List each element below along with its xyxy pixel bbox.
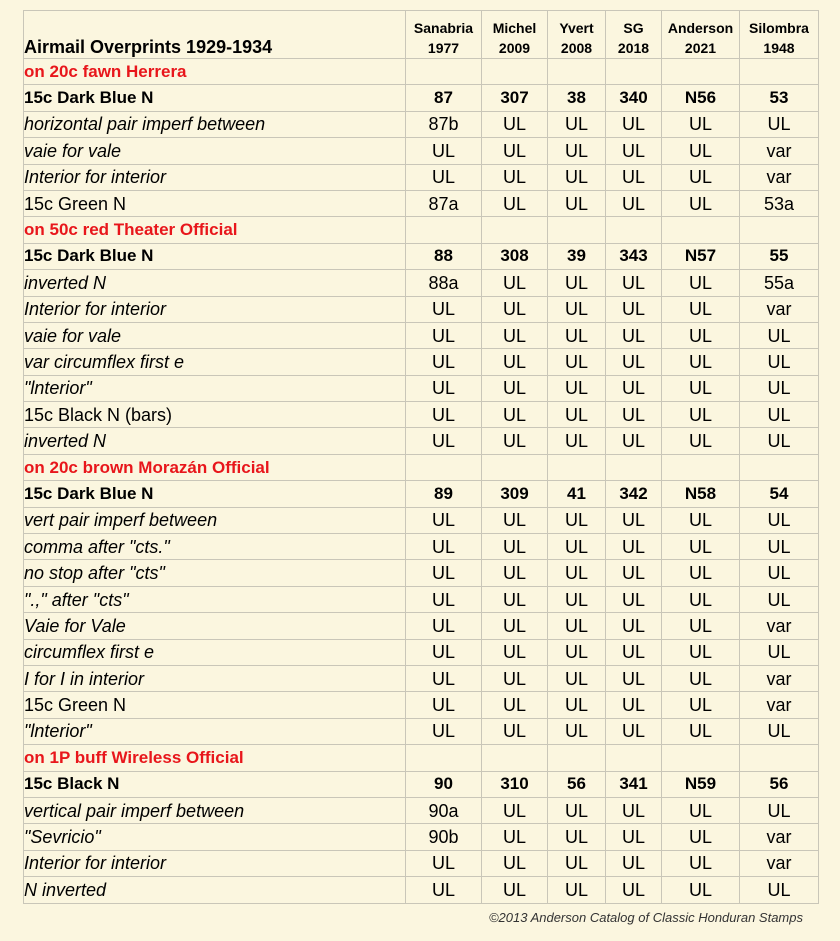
- catalog-number-cell: UL: [662, 797, 740, 823]
- section-label: on 1P buff Wireless Official: [24, 745, 406, 771]
- row-label: N inverted: [24, 877, 406, 903]
- row-label: 15c Black N (bars): [24, 402, 406, 428]
- table-row: [24, 428, 819, 454]
- catalog-number-cell: UL: [406, 402, 482, 428]
- catalog-number-cell: UL: [548, 850, 606, 876]
- table-row: [24, 190, 819, 216]
- catalog-number-cell: UL: [662, 296, 740, 322]
- catalog-number-cell: [662, 745, 740, 771]
- catalog-number-cell: 310: [482, 771, 548, 797]
- catalog-number-cell: var: [740, 613, 819, 639]
- catalog-number-cell: 342: [606, 481, 662, 507]
- catalog-number-cell: UL: [548, 138, 606, 164]
- catalog-number-cell: 88a: [406, 270, 482, 296]
- catalog-number-cell: UL: [548, 164, 606, 190]
- catalog-number-cell: UL: [482, 164, 548, 190]
- catalog-number-cell: [482, 217, 548, 243]
- table-row: [24, 85, 819, 111]
- catalog-number-cell: UL: [482, 270, 548, 296]
- row-label: 15c Green N: [24, 190, 406, 216]
- catalog-number-cell: UL: [606, 111, 662, 137]
- catalog-number-cell: UL: [482, 138, 548, 164]
- catalog-number-cell: UL: [606, 402, 662, 428]
- table-row: [24, 771, 819, 797]
- table-row: [24, 824, 819, 850]
- catalog-number-cell: UL: [548, 296, 606, 322]
- header-row: [24, 11, 819, 59]
- catalog-number-cell: [482, 454, 548, 480]
- catalog-number-cell: UL: [406, 164, 482, 190]
- catalog-number-cell: 55: [740, 243, 819, 269]
- catalog-number-cell: UL: [662, 270, 740, 296]
- table-row: [24, 586, 819, 612]
- catalog-number-cell: UL: [548, 824, 606, 850]
- catalog-table: [23, 10, 819, 904]
- catalog-number-cell: UL: [482, 375, 548, 401]
- row-label: Interior for interior: [24, 850, 406, 876]
- catalog-number-cell: UL: [662, 824, 740, 850]
- catalog-number-cell: UL: [740, 718, 819, 744]
- catalog-number-cell: 56: [548, 771, 606, 797]
- catalog-number-cell: UL: [606, 560, 662, 586]
- catalog-number-cell: UL: [662, 586, 740, 612]
- catalog-number-cell: [548, 454, 606, 480]
- catalog-number-cell: UL: [606, 639, 662, 665]
- table-row: [24, 507, 819, 533]
- copyright-notice: ©2013 Anderson Catalog of Classic Honduran Stamps: [488, 910, 803, 925]
- catalog-number-cell: UL: [406, 718, 482, 744]
- section-label: on 50c red Theater Official: [24, 217, 406, 243]
- catalog-number-cell: UL: [548, 507, 606, 533]
- catalog-number-cell: UL: [662, 402, 740, 428]
- section-row: [24, 454, 819, 480]
- catalog-number-cell: 89: [406, 481, 482, 507]
- column-year: 2008: [560, 40, 593, 56]
- catalog-number-cell: UL: [548, 692, 606, 718]
- catalog-number-cell: UL: [606, 507, 662, 533]
- catalog-number-cell: UL: [482, 877, 548, 903]
- catalog-number-cell: UL: [740, 534, 819, 560]
- catalog-number-cell: UL: [406, 507, 482, 533]
- catalog-number-cell: [740, 454, 819, 480]
- catalog-number-cell: UL: [482, 797, 548, 823]
- catalog-number-cell: UL: [606, 665, 662, 691]
- catalog-number-cell: UL: [406, 138, 482, 164]
- catalog-number-cell: var: [740, 164, 819, 190]
- catalog-number-cell: UL: [548, 375, 606, 401]
- catalog-number-cell: UL: [548, 586, 606, 612]
- row-label: "Sevricio": [24, 824, 406, 850]
- catalog-number-cell: UL: [662, 718, 740, 744]
- catalog-number-cell: UL: [482, 824, 548, 850]
- table-row: [24, 639, 819, 665]
- catalog-number-cell: UL: [606, 322, 662, 348]
- catalog-number-cell: 90b: [406, 824, 482, 850]
- catalog-number-cell: var: [740, 692, 819, 718]
- catalog-number-cell: UL: [548, 190, 606, 216]
- catalog-number-cell: UL: [606, 270, 662, 296]
- catalog-number-cell: 308: [482, 243, 548, 269]
- catalog-number-cell: 340: [606, 85, 662, 111]
- table-row: [24, 164, 819, 190]
- catalog-number-cell: 38: [548, 85, 606, 111]
- catalog-number-cell: UL: [482, 639, 548, 665]
- table-row: [24, 111, 819, 137]
- catalog-number-cell: UL: [548, 639, 606, 665]
- catalog-number-cell: 87: [406, 85, 482, 111]
- catalog-number-cell: [406, 59, 482, 85]
- table-row: [24, 692, 819, 718]
- catalog-number-cell: UL: [406, 877, 482, 903]
- catalog-number-cell: [482, 745, 548, 771]
- catalog-number-cell: 53: [740, 85, 819, 111]
- catalog-number-cell: UL: [740, 428, 819, 454]
- catalog-number-cell: UL: [406, 613, 482, 639]
- table-row: [24, 797, 819, 823]
- catalog-number-cell: [740, 59, 819, 85]
- catalog-number-cell: UL: [606, 164, 662, 190]
- catalog-number-cell: UL: [740, 507, 819, 533]
- catalog-number-cell: UL: [662, 428, 740, 454]
- row-label: inverted N: [24, 428, 406, 454]
- catalog-number-cell: UL: [740, 586, 819, 612]
- catalog-number-cell: 90: [406, 771, 482, 797]
- catalog-number-cell: N58: [662, 481, 740, 507]
- table-row: [24, 349, 819, 375]
- catalog-number-cell: [606, 454, 662, 480]
- catalog-number-cell: UL: [482, 111, 548, 137]
- catalog-number-cell: UL: [482, 428, 548, 454]
- catalog-number-cell: UL: [548, 349, 606, 375]
- catalog-number-cell: var: [740, 665, 819, 691]
- catalog-number-cell: UL: [548, 613, 606, 639]
- catalog-number-cell: UL: [740, 322, 819, 348]
- catalog-number-cell: 55a: [740, 270, 819, 296]
- column-header-michel: [482, 11, 548, 59]
- catalog-number-cell: 87a: [406, 190, 482, 216]
- catalog-number-cell: UL: [662, 692, 740, 718]
- catalog-number-cell: [662, 217, 740, 243]
- catalog-number-cell: UL: [548, 560, 606, 586]
- column-header-yvert: [548, 11, 606, 59]
- row-label: 15c Black N: [24, 771, 406, 797]
- catalog-number-cell: UL: [482, 322, 548, 348]
- catalog-number-cell: UL: [406, 586, 482, 612]
- column-header-anderson: [662, 11, 740, 59]
- catalog-number-cell: UL: [606, 349, 662, 375]
- catalog-number-cell: UL: [740, 111, 819, 137]
- catalog-number-cell: UL: [606, 428, 662, 454]
- catalog-number-cell: UL: [606, 534, 662, 560]
- catalog-number-cell: UL: [606, 797, 662, 823]
- column-year: 2021: [684, 40, 717, 56]
- row-label: inverted N: [24, 270, 406, 296]
- catalog-number-cell: UL: [482, 613, 548, 639]
- catalog-number-cell: UL: [548, 718, 606, 744]
- catalog-number-cell: UL: [662, 190, 740, 216]
- catalog-number-cell: UL: [482, 296, 548, 322]
- catalog-number-cell: UL: [548, 270, 606, 296]
- column-name: Silombra: [749, 20, 809, 36]
- catalog-number-cell: UL: [606, 613, 662, 639]
- catalog-number-cell: UL: [606, 824, 662, 850]
- catalog-number-cell: UL: [548, 111, 606, 137]
- catalog-number-cell: UL: [606, 586, 662, 612]
- catalog-number-cell: UL: [606, 296, 662, 322]
- catalog-number-cell: UL: [662, 111, 740, 137]
- catalog-number-cell: var: [740, 824, 819, 850]
- catalog-number-cell: [548, 59, 606, 85]
- catalog-number-cell: UL: [548, 322, 606, 348]
- catalog-number-cell: UL: [662, 349, 740, 375]
- catalog-number-cell: UL: [406, 428, 482, 454]
- catalog-number-cell: [606, 745, 662, 771]
- catalog-number-cell: UL: [662, 322, 740, 348]
- catalog-number-cell: var: [740, 296, 819, 322]
- catalog-number-cell: UL: [548, 877, 606, 903]
- row-label: horizontal pair imperf between: [24, 111, 406, 137]
- catalog-number-cell: UL: [606, 877, 662, 903]
- catalog-number-cell: 88: [406, 243, 482, 269]
- table-row: [24, 375, 819, 401]
- catalog-number-cell: [548, 745, 606, 771]
- table-row: [24, 481, 819, 507]
- table-row: [24, 560, 819, 586]
- catalog-number-cell: 39: [548, 243, 606, 269]
- table-title: Airmail Overprints 1929-1934: [24, 11, 406, 59]
- catalog-number-cell: 87b: [406, 111, 482, 137]
- catalog-number-cell: UL: [662, 375, 740, 401]
- catalog-number-cell: UL: [548, 797, 606, 823]
- catalog-number-cell: var: [740, 850, 819, 876]
- table-row: [24, 270, 819, 296]
- catalog-number-cell: [406, 217, 482, 243]
- section-row: [24, 59, 819, 85]
- row-label: circumflex first e: [24, 639, 406, 665]
- column-header-sanabria: [406, 11, 482, 59]
- catalog-number-cell: UL: [662, 850, 740, 876]
- section-label: on 20c fawn Herrera: [24, 59, 406, 85]
- catalog-number-cell: [662, 59, 740, 85]
- table-row: [24, 850, 819, 876]
- column-name: Yvert: [559, 20, 594, 36]
- catalog-number-cell: UL: [482, 534, 548, 560]
- table-row: [24, 138, 819, 164]
- row-label: 15c Dark Blue N: [24, 85, 406, 111]
- catalog-number-cell: UL: [548, 534, 606, 560]
- column-header-silombra: [740, 11, 819, 59]
- catalog-number-cell: 56: [740, 771, 819, 797]
- catalog-number-cell: UL: [406, 375, 482, 401]
- table-row: [24, 718, 819, 744]
- catalog-number-cell: UL: [740, 560, 819, 586]
- catalog-number-cell: UL: [482, 850, 548, 876]
- catalog-number-cell: UL: [662, 613, 740, 639]
- column-name: Anderson: [667, 20, 734, 36]
- row-label: I for I in interior: [24, 665, 406, 691]
- catalog-number-cell: UL: [740, 797, 819, 823]
- column-name: SG: [623, 20, 644, 36]
- column-name: Sanabria: [413, 20, 474, 36]
- column-header-sg: [606, 11, 662, 59]
- catalog-number-cell: 307: [482, 85, 548, 111]
- catalog-number-cell: UL: [662, 164, 740, 190]
- table-row: [24, 402, 819, 428]
- catalog-number-cell: UL: [740, 375, 819, 401]
- table-row: [24, 296, 819, 322]
- catalog-number-cell: 41: [548, 481, 606, 507]
- catalog-number-cell: UL: [482, 190, 548, 216]
- catalog-number-cell: UL: [482, 402, 548, 428]
- catalog-number-cell: UL: [740, 877, 819, 903]
- catalog-number-cell: UL: [606, 190, 662, 216]
- row-label: vaie for vale: [24, 322, 406, 348]
- catalog-number-cell: [606, 59, 662, 85]
- catalog-number-cell: [606, 217, 662, 243]
- row-label: 15c Dark Blue N: [24, 481, 406, 507]
- catalog-number-cell: UL: [548, 665, 606, 691]
- catalog-number-cell: UL: [406, 322, 482, 348]
- catalog-number-cell: UL: [606, 138, 662, 164]
- catalog-number-cell: UL: [606, 692, 662, 718]
- row-label: ".," after "cts": [24, 586, 406, 612]
- catalog-number-cell: UL: [406, 639, 482, 665]
- row-label: Vaie for Vale: [24, 613, 406, 639]
- catalog-number-cell: 343: [606, 243, 662, 269]
- row-label: 15c Dark Blue N: [24, 243, 406, 269]
- catalog-number-cell: UL: [740, 349, 819, 375]
- catalog-number-cell: var: [740, 138, 819, 164]
- catalog-number-cell: N57: [662, 243, 740, 269]
- catalog-number-cell: [482, 59, 548, 85]
- catalog-number-cell: UL: [662, 507, 740, 533]
- catalog-number-cell: [662, 454, 740, 480]
- catalog-number-cell: 90a: [406, 797, 482, 823]
- catalog-number-cell: [740, 217, 819, 243]
- catalog-number-cell: 53a: [740, 190, 819, 216]
- row-label: vertical pair imperf between: [24, 797, 406, 823]
- row-label: 15c Green N: [24, 692, 406, 718]
- column-year: 2009: [498, 40, 531, 56]
- column-year: 1948: [763, 40, 795, 56]
- catalog-number-cell: [406, 454, 482, 480]
- row-label: "lnterior": [24, 375, 406, 401]
- catalog-number-cell: UL: [662, 877, 740, 903]
- row-label: Interior for interior: [24, 164, 406, 190]
- catalog-number-cell: UL: [606, 850, 662, 876]
- table-row: [24, 534, 819, 560]
- table-row: [24, 665, 819, 691]
- catalog-number-cell: UL: [482, 665, 548, 691]
- catalog-number-cell: [740, 745, 819, 771]
- row-label: Interior for interior: [24, 296, 406, 322]
- catalog-number-cell: UL: [482, 507, 548, 533]
- catalog-number-cell: 309: [482, 481, 548, 507]
- catalog-number-cell: UL: [606, 718, 662, 744]
- row-label: "lnterior": [24, 718, 406, 744]
- catalog-number-cell: UL: [406, 349, 482, 375]
- row-label: vert pair imperf between: [24, 507, 406, 533]
- row-label: comma after "cts.": [24, 534, 406, 560]
- catalog-number-cell: UL: [606, 375, 662, 401]
- catalog-number-cell: UL: [740, 402, 819, 428]
- column-year: 1977: [427, 40, 460, 56]
- catalog-number-cell: 54: [740, 481, 819, 507]
- catalog-number-cell: UL: [482, 692, 548, 718]
- catalog-number-cell: UL: [662, 138, 740, 164]
- column-year: 2018: [617, 40, 650, 56]
- row-label: no stop after "cts": [24, 560, 406, 586]
- catalog-number-cell: N59: [662, 771, 740, 797]
- catalog-number-cell: UL: [662, 639, 740, 665]
- catalog-number-cell: UL: [406, 665, 482, 691]
- section-row: [24, 745, 819, 771]
- catalog-number-cell: 341: [606, 771, 662, 797]
- catalog-number-cell: UL: [548, 402, 606, 428]
- catalog-number-cell: UL: [482, 349, 548, 375]
- catalog-number-cell: UL: [406, 534, 482, 560]
- catalog-number-cell: UL: [482, 718, 548, 744]
- row-label: vaie for vale: [24, 138, 406, 164]
- section-label: on 20c brown Morazán Official: [24, 454, 406, 480]
- catalog-number-cell: [548, 217, 606, 243]
- table-row: [24, 322, 819, 348]
- table-row: [24, 613, 819, 639]
- catalog-number-cell: N56: [662, 85, 740, 111]
- column-name: Michel: [492, 20, 537, 36]
- catalog-number-cell: UL: [406, 560, 482, 586]
- catalog-number-cell: UL: [406, 692, 482, 718]
- catalog-number-cell: UL: [406, 296, 482, 322]
- catalog-number-cell: UL: [482, 560, 548, 586]
- table-body: [24, 59, 819, 904]
- catalog-number-cell: [406, 745, 482, 771]
- catalog-number-cell: UL: [548, 428, 606, 454]
- table-row: [24, 243, 819, 269]
- catalog-number-cell: UL: [662, 534, 740, 560]
- catalog-number-cell: UL: [406, 850, 482, 876]
- table-row: [24, 877, 819, 903]
- catalog-number-cell: UL: [662, 665, 740, 691]
- catalog-number-cell: UL: [662, 560, 740, 586]
- catalog-number-cell: UL: [740, 639, 819, 665]
- catalog-number-cell: UL: [482, 586, 548, 612]
- row-label: var circumflex first e: [24, 349, 406, 375]
- section-row: [24, 217, 819, 243]
